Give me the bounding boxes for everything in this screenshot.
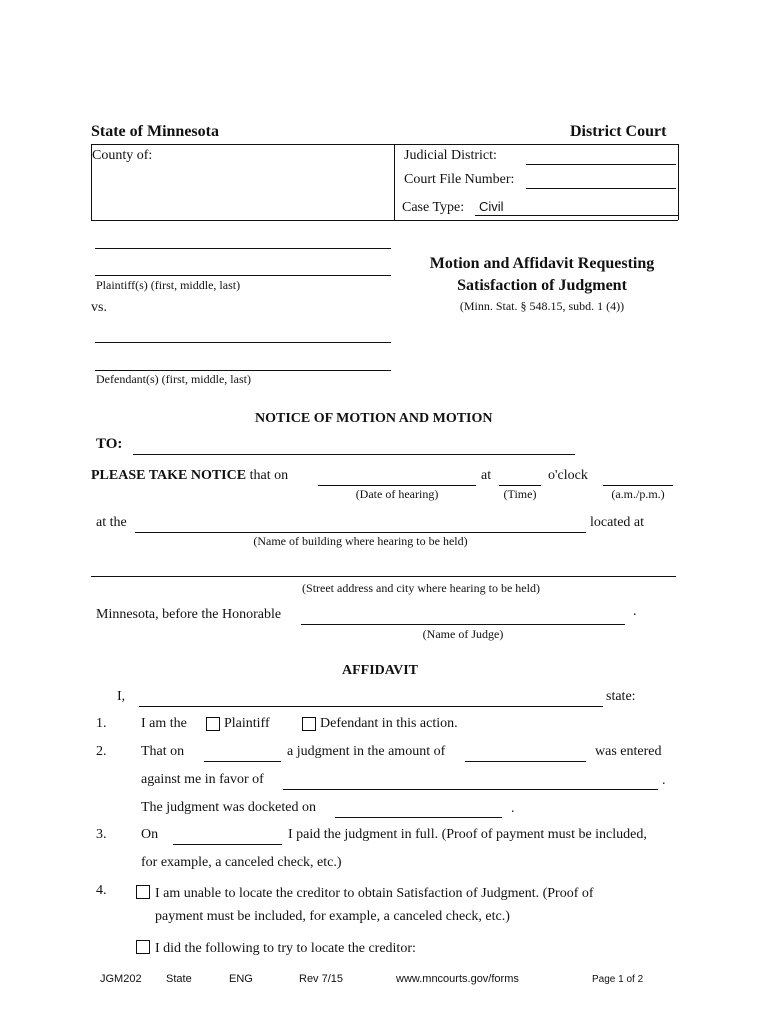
defendant-checkbox[interactable] bbox=[302, 717, 316, 731]
please-take-notice-rest: that on bbox=[249, 468, 289, 483]
proof-payment-text: payment must be included, for example, a canceled check, etc.) bbox=[155, 909, 510, 924]
footer-form-code: JGM202 bbox=[100, 973, 142, 985]
statute-citation: (Minn. Stat. § 548.15, subd. 1 (4)) bbox=[459, 299, 625, 313]
caption-right-border bbox=[678, 144, 679, 220]
judicial-district-label: Judicial District: bbox=[404, 148, 497, 163]
on-label: On bbox=[141, 827, 159, 842]
form-title-line1: Motion and Affidavit Requesting bbox=[429, 255, 655, 272]
minnesota-before-label: Minnesota, before the Honorable bbox=[96, 607, 282, 622]
creditor-name-field[interactable] bbox=[283, 771, 658, 790]
form-title-line2: Satisfaction of Judgment bbox=[457, 277, 627, 294]
plaintiff-line-1[interactable] bbox=[95, 248, 391, 249]
state-colon-label: state: bbox=[606, 689, 636, 704]
payment-date-field[interactable] bbox=[173, 826, 282, 845]
building-caption: (Name of building where hearing to be held) bbox=[253, 534, 468, 548]
caption-bottom-border bbox=[91, 220, 678, 221]
affiant-name-field[interactable] bbox=[139, 688, 603, 707]
judgment-amount-field[interactable] bbox=[465, 743, 586, 762]
hearing-date-field[interactable] bbox=[318, 467, 476, 486]
judicial-district-field[interactable] bbox=[526, 146, 676, 165]
item-2-number: 2. bbox=[96, 744, 107, 759]
plaintiff-checkbox[interactable] bbox=[206, 717, 220, 731]
defendant-option-label: Defendant in this action. bbox=[320, 716, 458, 731]
ampm-field[interactable] bbox=[603, 467, 673, 486]
unable-locate-text: I am unable to locate the creditor to obtain Satisfaction of Judgment. (Proof of bbox=[155, 886, 594, 901]
court-file-number-field[interactable] bbox=[526, 170, 676, 189]
footer-language: ENG bbox=[229, 973, 253, 985]
affidavit-heading: AFFIDAVIT bbox=[342, 663, 418, 678]
against-me-label: against me in favor of bbox=[141, 772, 264, 787]
caption-middle-border bbox=[394, 144, 395, 220]
item-4-number: 4. bbox=[96, 883, 107, 898]
please-take-notice-bold: PLEASE TAKE NOTICE bbox=[91, 468, 247, 483]
footer-url: www.mncourts.gov/forms bbox=[396, 973, 519, 985]
did-following-text: I did the following to try to locate the creditor: bbox=[155, 941, 416, 956]
vs-label: vs. bbox=[91, 300, 107, 315]
item-1-number: 1. bbox=[96, 716, 107, 731]
building-field[interactable] bbox=[135, 514, 586, 533]
paid-in-full-text: I paid the judgment in full. (Proof of payment must be included, bbox=[288, 827, 647, 842]
judgment-amount-label: a judgment in the amount of bbox=[287, 744, 446, 759]
docketed-date-field[interactable] bbox=[335, 799, 502, 818]
footer-state: State bbox=[166, 973, 192, 985]
item-1-text: I am the bbox=[141, 716, 187, 731]
judge-caption: (Name of Judge) bbox=[422, 627, 504, 641]
judge-name-field[interactable] bbox=[301, 606, 625, 625]
did-following-checkbox[interactable] bbox=[136, 940, 150, 954]
oclock-label: o'clock bbox=[548, 468, 588, 483]
plaintiff-line-2[interactable] bbox=[95, 275, 391, 276]
ampm-caption: (a.m./p.m.) bbox=[611, 487, 665, 501]
case-type-label: Case Type: bbox=[402, 200, 465, 215]
located-at-label: located at bbox=[590, 515, 645, 530]
at-the-label: at the bbox=[96, 515, 127, 530]
state-title: State of Minnesota bbox=[91, 123, 219, 140]
judge-period: . bbox=[633, 604, 637, 619]
creditor-period: . bbox=[662, 773, 666, 788]
street-address-field[interactable] bbox=[91, 576, 676, 577]
hearing-time-field[interactable] bbox=[499, 467, 541, 486]
was-entered-label: was entered bbox=[595, 744, 662, 759]
county-label: County of: bbox=[92, 148, 153, 163]
example-text: for example, a canceled check, etc.) bbox=[141, 855, 342, 870]
notice-heading: NOTICE OF MOTION AND MOTION bbox=[255, 411, 493, 426]
to-field[interactable] bbox=[133, 436, 575, 455]
case-type-value: Civil bbox=[479, 199, 504, 214]
caption-top-border bbox=[91, 144, 678, 145]
footer-revision: Rev 7/15 bbox=[299, 973, 344, 985]
defendant-caption: Defendant(s) (first, middle, last) bbox=[96, 372, 251, 386]
court-title: District Court bbox=[570, 123, 667, 140]
defendant-line-1[interactable] bbox=[95, 342, 391, 343]
plaintiff-option-label: Plaintiff bbox=[224, 716, 270, 731]
time-caption: (Time) bbox=[503, 487, 537, 501]
case-type-field[interactable] bbox=[475, 197, 678, 216]
please-take-notice bbox=[91, 468, 288, 484]
street-caption: (Street address and city where hearing to be held) bbox=[302, 581, 540, 595]
affiant-i-label: I, bbox=[117, 689, 126, 704]
court-file-number-label: Court File Number: bbox=[404, 172, 515, 187]
date-caption: (Date of hearing) bbox=[355, 487, 439, 501]
item-3-number: 3. bbox=[96, 827, 107, 842]
that-on-label: That on bbox=[141, 744, 185, 759]
judgment-date-field[interactable] bbox=[204, 743, 281, 762]
unable-locate-checkbox[interactable] bbox=[136, 885, 150, 899]
docketed-label: The judgment was docketed on bbox=[141, 800, 316, 815]
at-label: at bbox=[481, 468, 492, 483]
docketed-period: . bbox=[511, 801, 515, 816]
defendant-line-2[interactable] bbox=[95, 370, 391, 371]
footer-page-number: Page 1 of 2 bbox=[592, 974, 644, 985]
to-label: TO: bbox=[96, 436, 123, 452]
plaintiff-caption: Plaintiff(s) (first, middle, last) bbox=[96, 278, 241, 292]
